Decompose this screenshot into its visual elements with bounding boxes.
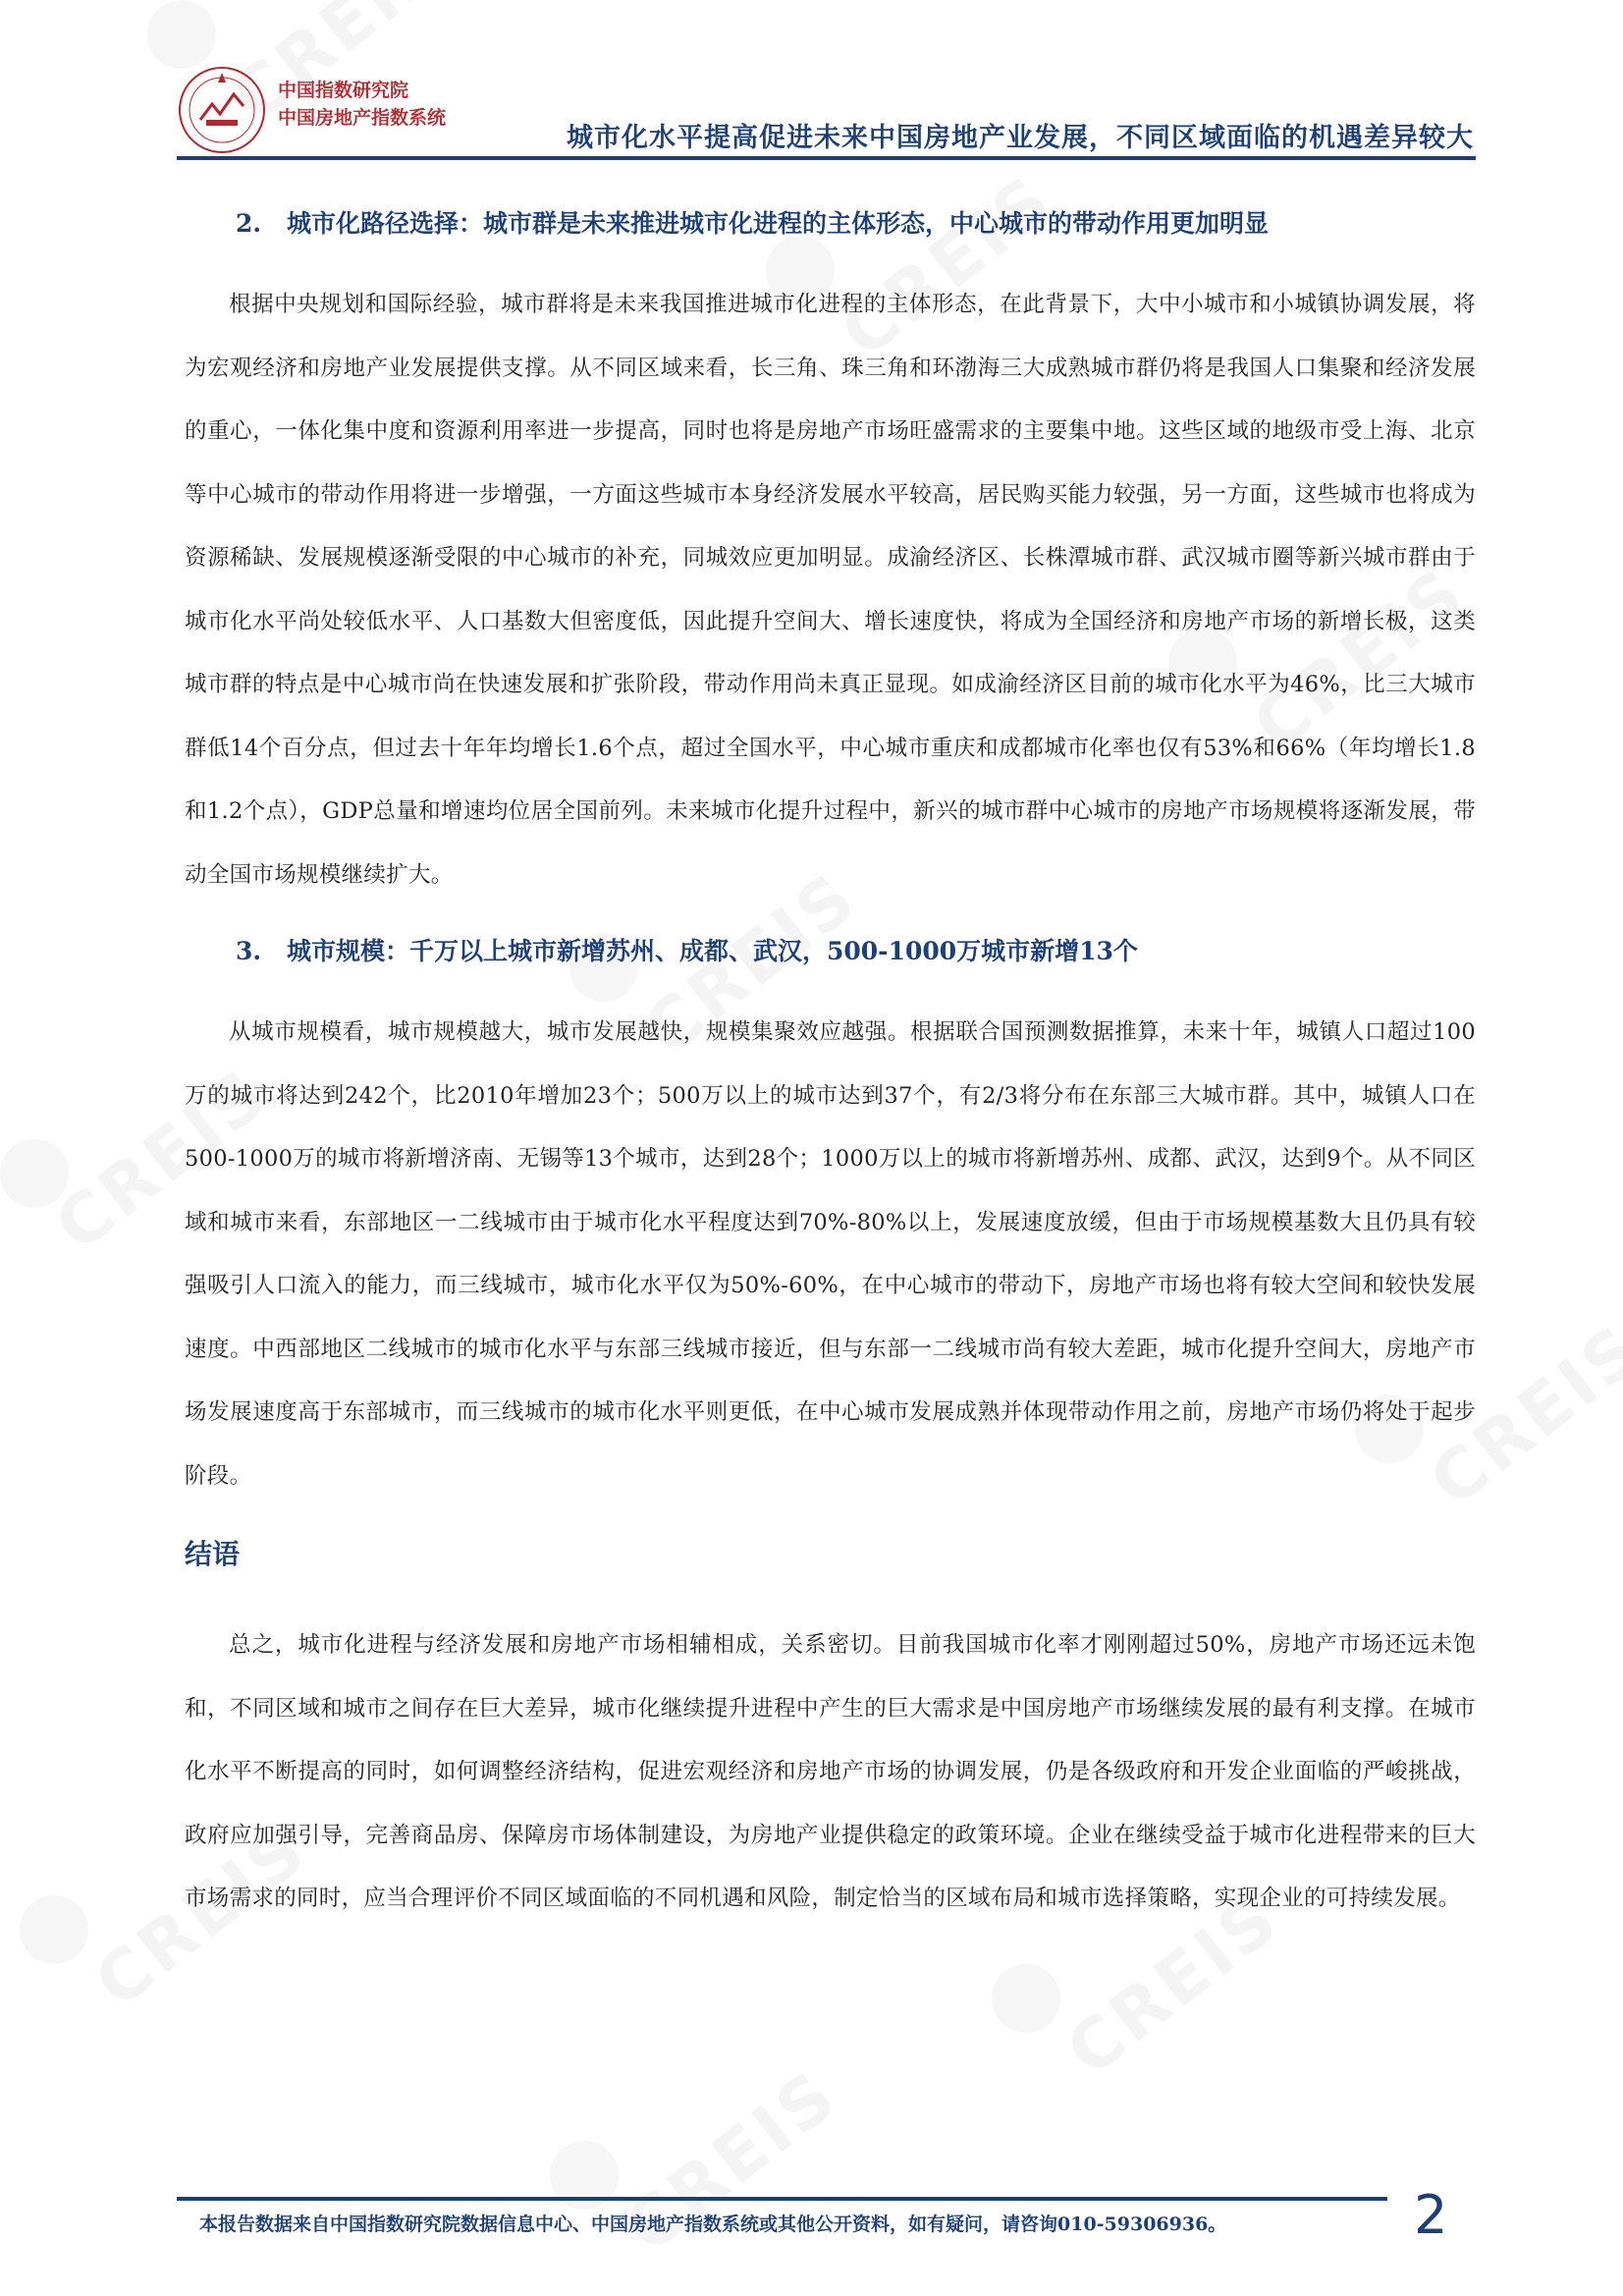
watermark-circle — [0, 1139, 69, 1208]
footer-divider — [177, 2197, 1387, 2201]
watermark-circle — [20, 1895, 88, 1964]
org-name-secondary: 中国房地产指数系统 — [278, 107, 447, 129]
section-heading-2 — [185, 204, 1476, 244]
section-paragraph: 根据中央规划和国际经验，城市群将是未来我国推进城市化进程的主体形态，在此背景下，大中小城市和小城镇协调发展，将为宏观经济和房地产业发展提供支撑。从不同区域来看，长三角、珠三角和环渤海三大成熟城市群仍将是我国人口集聚和经济发展的重心，一体化集中度和资源利用率进一步提高，同时也将是房地产市场旺盛需求的主要集中地。这些区域的地级市受上海、北京等中心城市的带动作用将进一步增强，一方面这些城市本身经济发展水平较高，居民购买能力较强，另一方面，这些城市也将成为资源稀缺、发展规模逐渐受限的中心城市的补充，同城效应更加明显。成渝经济区、长株潭城市群、武汉城市圈等新兴城市群由于城市化水平尚处较低水平、人口基数大但密度低，因此提升空间大、增长速度快，将成为全国经济和房地产市场的新增长极，这类城市群的特点是中心城市尚在快速发展和扩张阶段，带动作用尚未真正显现。如成渝经济区目前的城市化水平为46%，比三大城市群低14个百分点，但过去十年年均增长1.6个点，超过全国水平，中心城市重庆和成都城市化率也仅有53%和66%（年均增长1.8和1.2个点），GDP总量和增速均位居全国前列。未来城市化提升过程中，新兴的城市群中心城市的房地产市场规模将逐渐发展，带动全国市场规模继续扩大。 — [185, 292, 1476, 888]
section-title: 城市规模：千万以上城市新增苏州、成都、武汉，500-1000万城市新增13个 — [287, 937, 1138, 965]
org-name-primary: 中国指数研究院 — [278, 80, 409, 101]
institute-logo — [177, 65, 267, 155]
report-title: 城市化水平提高促进未来中国房地产业发展，不同区域面临的机遇差异较大 — [567, 123, 1474, 153]
report-body — [185, 204, 1476, 1956]
watermark-circle — [992, 1964, 1060, 2033]
footer-source-note: 本报告数据来自中国指数研究院数据信息中心、中国房地产指数系统或其他公开资料，如有疑问，请咨询010-59306936。 — [199, 2214, 1227, 2235]
section-title: 城市化路径选择：城市群是未来推进城市化进程的主体形态，中心城市的带动作用更加明显 — [287, 209, 1270, 238]
page-number: 2 — [1414, 2184, 1448, 2246]
section-paragraph: 从城市规模看，城市规模越大，城市发展越快，规模集聚效应越强。根据联合国预测数据推算，未来十年，城镇人口超过100万的城市将达到242个，比2010年增加23个；500万以上的城市达到37个，有2/3将分布在东部三大城市群。其中，城镇人口在500-1000万的城市将新增济南、无锡等13个城市，达到28个；1000万以上的城市将新增苏州、成都、武汉，达到9个。从不同区域和城市来看，东部地区一二线城市由于城市化水平程度达到70%-80%以上，发展速度放缓，但由于市场规模基数大且仍具有较强吸引人口流入的能力，而三线城市，城市化水平仅为50%-60%，在中心城市的带动下，房地产市场也将有较大空间和较快发展速度。中西部地区二线城市的城市化水平与东部三线城市接近，但与东部一二线城市尚有较大差距，城市化提升空间大，房地产市场发展速度高于东部城市，而三线城市的城市化水平则更低，在中心城市发展成熟并体现带动作用之前，房地产市场仍将处于起步阶段。 — [185, 1019, 1476, 1489]
section-number: 2. — [236, 209, 262, 238]
header-divider — [177, 156, 1476, 160]
page-header — [0, 0, 1623, 167]
conclusion-heading: 结语 — [185, 1538, 241, 1570]
watermark — [610, 2054, 852, 2269]
section-heading-3 — [185, 932, 1476, 971]
organization-names — [278, 77, 446, 132]
conclusion-paragraph: 总之，城市化进程与经济发展和房地产市场相辅相成，关系密切。目前我国城市化率才刚刚超过50%，房地产市场还远未饱和，不同区域和城市之间存在巨大差异，城市化继续提升进程中产生的巨大需求是中国房地产市场继续发展的最有利支撑。在城市化水平不断提高的同时，如何调整经济结构，促进宏观经济和房地产市场的协调发展，仍是各级政府和开发企业面临的严峻挑战，政府应加强引导，完善商品房、保障房市场体制建设，为房地产业提供稳定的政策环境。企业在继续受益于城市化进程带来的巨大市场需求的同时，应当合理评价不同区域面临的不同机遇和风险，制定恰当的区域布局和城市选择策略，实现企业的可持续发展。 — [185, 1632, 1476, 1911]
section-number: 3. — [236, 937, 262, 965]
